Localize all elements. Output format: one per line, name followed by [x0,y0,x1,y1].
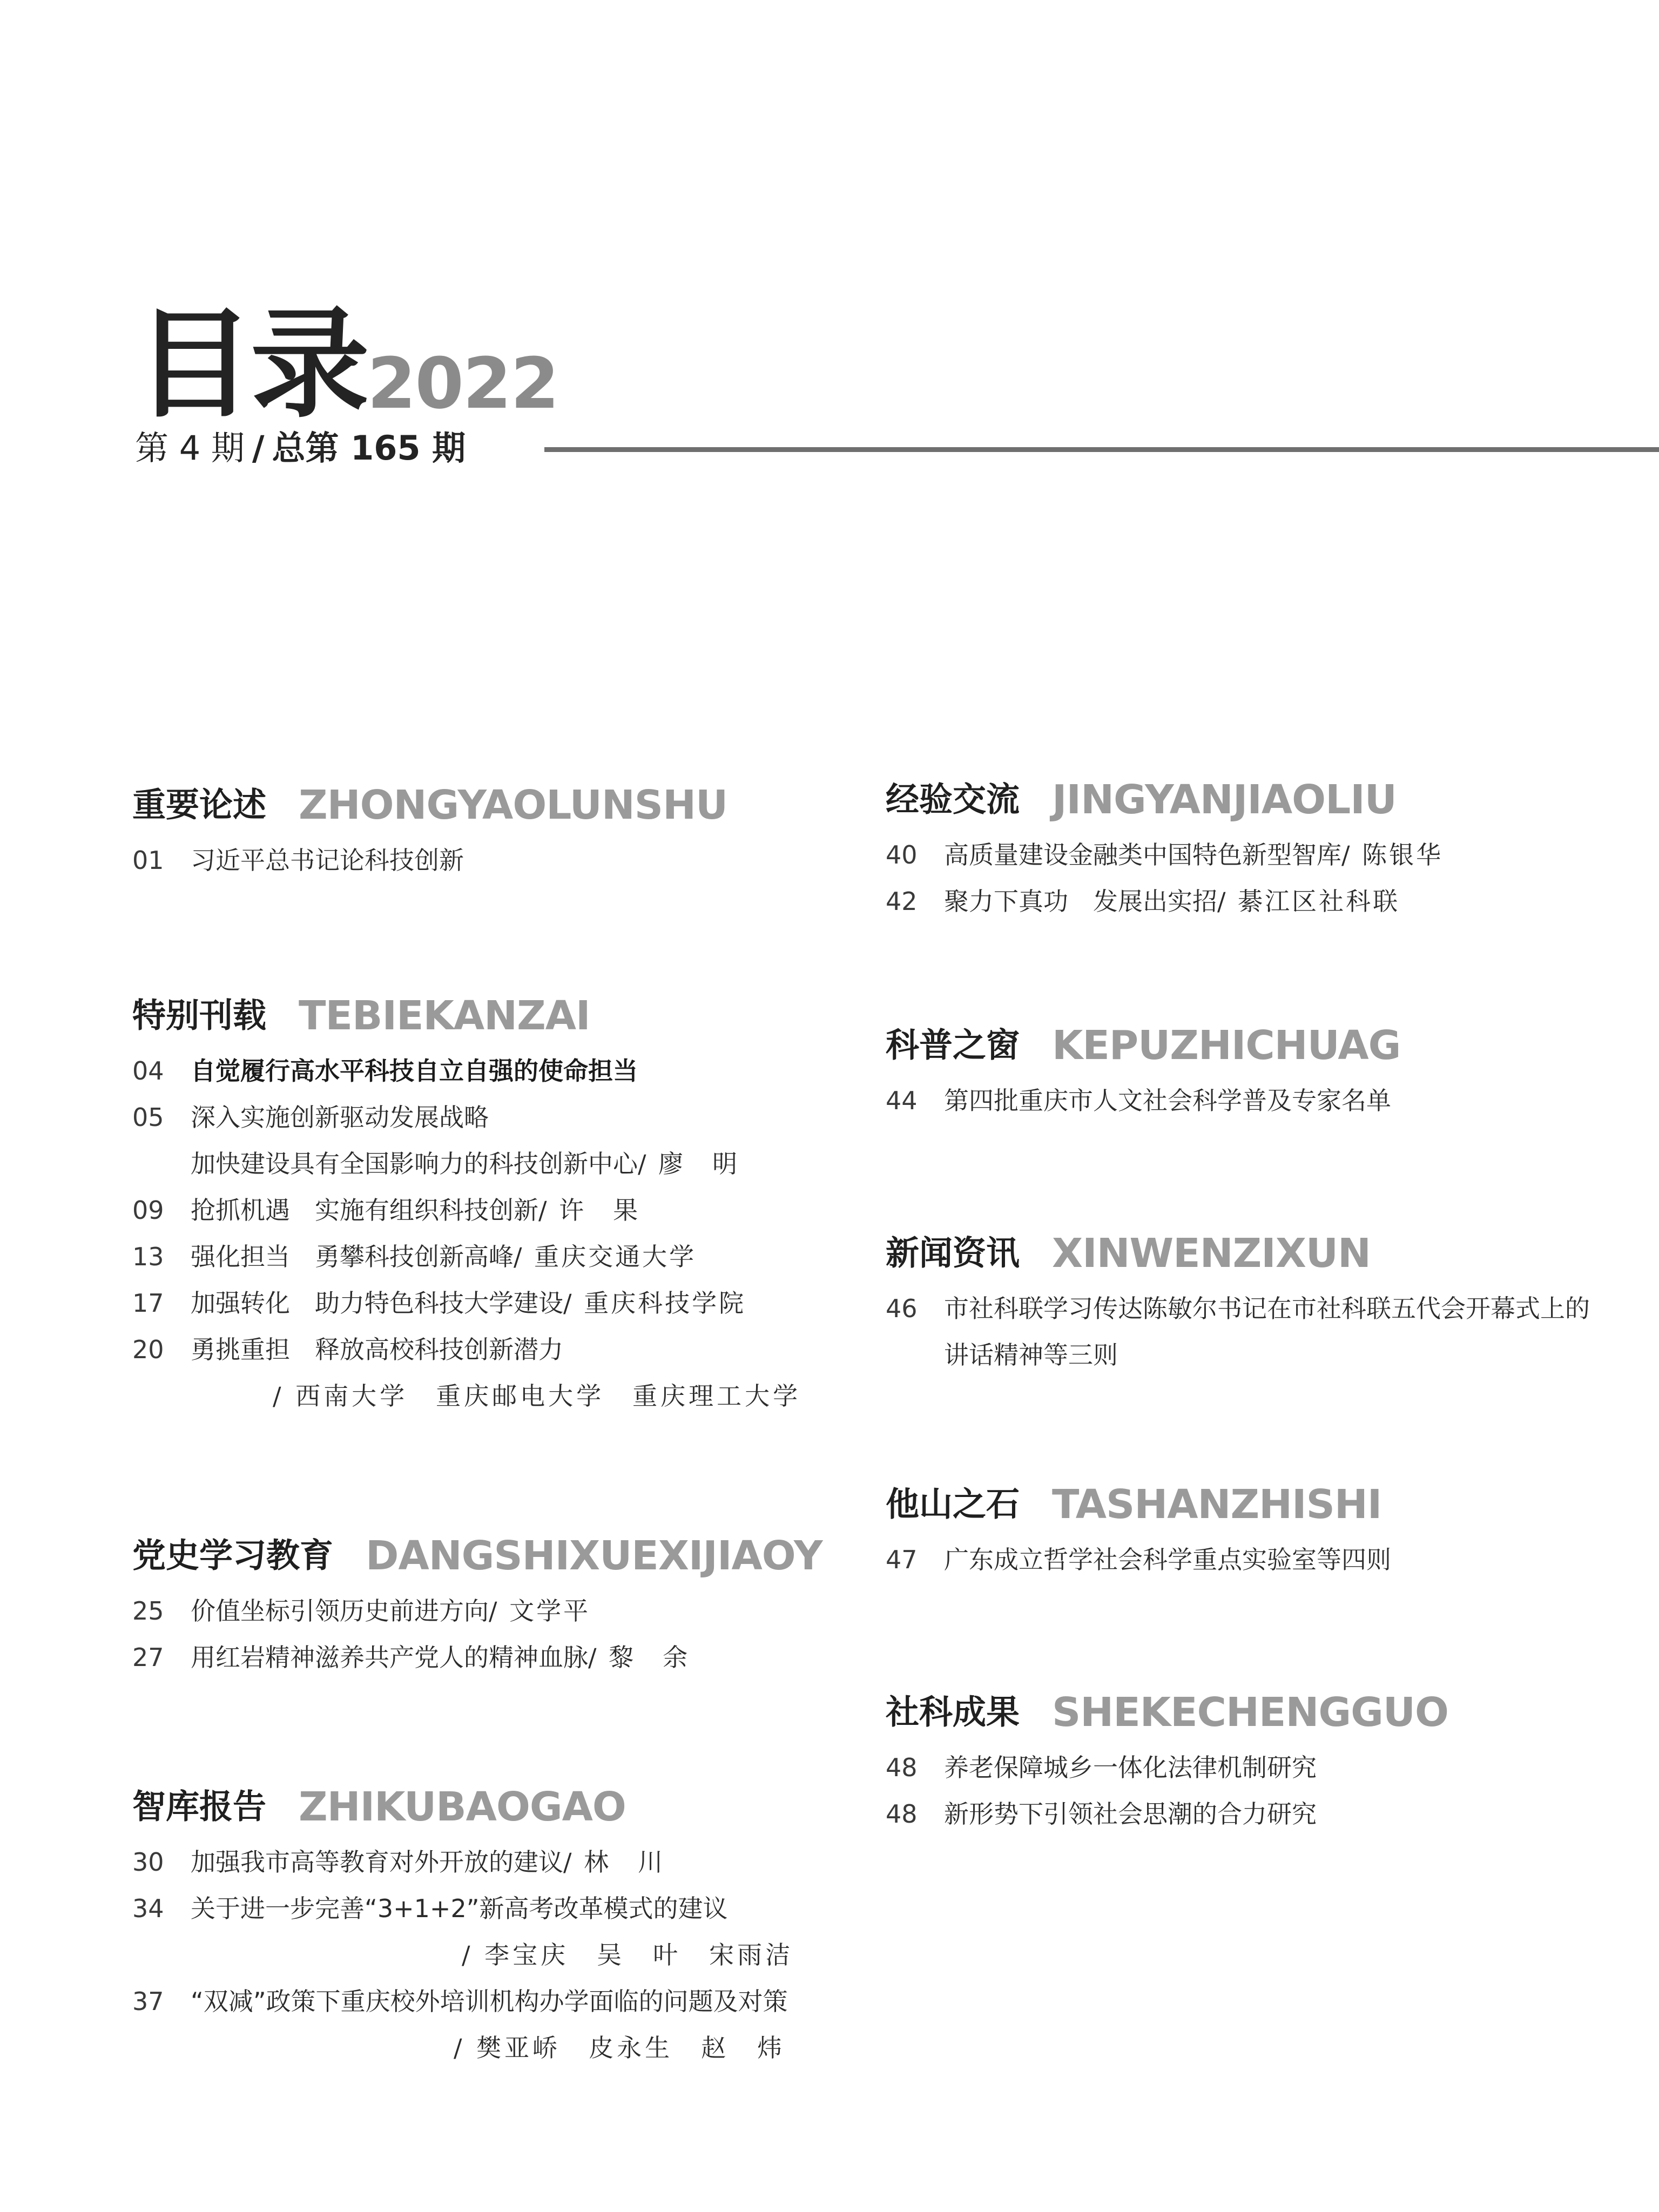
article-title: 加强我市高等教育对外开放的建议 [191,1847,563,1877]
section-title-en: JINGYANJIAOLIU [1052,776,1397,823]
toc-entry[interactable] [132,1048,829,1094]
toc-entry[interactable] [132,1233,829,1280]
section-title-cn: 重要论述 [132,785,267,825]
section-xinwenzixun [886,1226,1642,1378]
page-number: 48 [886,1799,918,1829]
section-heading [132,988,829,1042]
section-title-cn: 经验交流 [886,779,1020,819]
article-author: / 西南大学 重庆邮电大学 重庆理工大学 [273,1381,801,1411]
page-number: 46 [886,1294,918,1323]
page-number: 47 [886,1545,918,1574]
article-title: 讲话精神等三则 [944,1340,1118,1370]
section-zhongyaolunshu [132,778,829,884]
toc-entry[interactable] [132,1187,829,1233]
article-title: 聚力下真功 发展出实招 [944,887,1217,916]
toc-entry[interactable] [132,837,829,884]
section-title-cn: 新闻资讯 [886,1233,1020,1273]
article-author: / 重庆科技学院 [563,1289,746,1318]
section-heading [886,1685,1642,1739]
article-title: 广东成立哲学社会科学重点实验室等四则 [944,1545,1391,1574]
section-heading [886,1226,1642,1280]
section-heading [886,1018,1642,1072]
toc-entry[interactable] [886,1744,1642,1791]
article-title: 养老保障城乡一体化法律机制研究 [944,1753,1317,1782]
toc-entry[interactable] [886,878,1642,925]
toc-year: 2022 [367,342,558,424]
article-title: 市社科联学习传达陈敏尔书记在市社科联五代会开幕式上的 [944,1294,1590,1323]
article-author: / 廖 明 [638,1149,740,1178]
toc-entry[interactable] [132,1280,829,1326]
toc-entry-continuation[interactable] [886,1332,1642,1378]
page-number: 25 [132,1596,164,1626]
article-title: 勇挑重担 释放高校科技创新潜力 [191,1335,563,1364]
toc-entry[interactable] [132,1326,829,1373]
issue-number: 第 4 期 [135,428,245,468]
page-number: 20 [132,1335,164,1364]
article-title: 新形势下引领社会思潮的合力研究 [944,1799,1317,1829]
toc-entry[interactable] [132,1094,829,1141]
page-number: 13 [132,1242,164,1271]
section-zhikubaogao [132,1779,829,2071]
section-title-cn: 党史学习教育 [132,1535,334,1575]
section-title-cn: 科普之窗 [886,1025,1020,1065]
section-title-en: SHEKECHENGGUO [1052,1689,1448,1736]
section-heading [132,1779,829,1833]
section-kepuzhichuang [886,1018,1642,1124]
section-title-cn: 特别刊载 [132,995,267,1035]
article-title: 抢抓机遇 实施有组织科技创新 [191,1196,538,1225]
section-title-en: ZHONGYAOLUNSHU [299,781,728,828]
section-title-en: DANGSHIXUEXIJIAOY [366,1532,822,1579]
entry-list [886,1285,1642,1378]
toc-entry[interactable] [886,1285,1642,1332]
toc-entry-author-line [132,1932,829,1978]
toc-entry[interactable] [886,832,1642,878]
article-title: 价值坐标引领历史前进方向 [191,1596,489,1626]
toc-title: 目录 [135,295,367,434]
article-title: 高质量建设金融类中国特色新型智库 [944,840,1341,869]
section-jingyanjiaoliu [886,772,1642,925]
page-number: 37 [132,1987,164,2016]
section-title-cn: 社科成果 [886,1692,1020,1732]
masthead [135,295,1659,475]
article-author: / 李宝庆 吴 叶 宋雨洁 [462,1940,794,1970]
page-number: 27 [132,1643,164,1672]
article-author: / 綦江区社科联 [1217,887,1400,916]
toc-entry[interactable] [132,1978,829,2025]
toc-entry-author-line [132,2025,829,2071]
page-number: 17 [132,1289,164,1318]
section-title-en: XINWENZIXUN [1052,1230,1371,1277]
article-author: / 陈银华 [1341,840,1444,869]
toc-entry-continuation[interactable] [132,1141,829,1187]
article-title: 关于进一步完善“3+1+2”新高考改革模式的建议 [191,1894,728,1923]
article-title: 自觉履行高水平科技自立自强的使命担当 [191,1056,638,1085]
total-issue-number: 总第 165 期 [272,428,466,468]
article-title: 加强转化 助力特色科技大学建设 [191,1289,563,1318]
article-title: 强化担当 勇攀科技创新高峰 [191,1242,514,1271]
entry-list [886,1077,1642,1124]
page-number: 48 [886,1753,918,1782]
toc-entry[interactable] [132,1588,829,1634]
section-title-cn: 智库报告 [132,1786,267,1826]
page-number: 01 [132,846,164,875]
entry-list [132,1839,829,2071]
page-number: 40 [886,840,918,869]
toc-entry[interactable] [886,1536,1642,1583]
article-author: / 文学平 [489,1596,591,1626]
entry-list [132,837,829,884]
section-heading [886,1477,1642,1531]
issue-slash: / [252,428,265,468]
page-number: 30 [132,1847,164,1877]
article-author: / 重庆交通大学 [514,1242,697,1271]
page-number: 42 [886,887,918,916]
section-tashanzhishi [886,1477,1642,1583]
section-title-en: TASHANZHISHI [1052,1481,1382,1528]
article-title: “双减”政策下重庆校外培训机构办学面临的问题及对策 [191,1987,788,2016]
section-heading [132,1528,829,1582]
section-title-en: KEPUZHICHUAG [1052,1022,1401,1069]
toc-entry[interactable] [132,1634,829,1681]
article-title: 习近平总书记论科技创新 [191,846,464,875]
section-tebiekanzai [132,988,829,1419]
article-author: / 许 果 [538,1196,640,1225]
section-title-en: TEBIEKANZAI [299,992,590,1039]
article-author: / 樊亚峤 皮永生 赵 炜 [454,2033,786,2062]
article-title: 用红岩精神滋养共产党人的精神血脉 [191,1643,588,1672]
toc-entry[interactable] [886,1077,1642,1124]
toc-entry[interactable] [886,1791,1642,1837]
article-author: / 黎 余 [588,1643,690,1672]
entry-list [132,1048,829,1419]
page-number: 04 [132,1056,164,1085]
section-title-en: ZHIKUBAOGAO [299,1783,626,1830]
section-dangshixuexijiaoyu [132,1528,829,1681]
toc-entry-author-line [132,1373,829,1419]
article-title: 第四批重庆市人文社会科学普及专家名单 [944,1086,1391,1115]
page-number: 09 [132,1196,164,1225]
section-title-cn: 他山之石 [886,1484,1020,1524]
entry-list [886,1536,1642,1583]
page-number: 05 [132,1103,164,1132]
entry-list [886,1744,1642,1837]
header-rule [544,447,1659,452]
issue-line [135,427,466,470]
article-title: 加快建设具有全国影响力的科技创新中心 [191,1149,638,1178]
section-heading [132,778,829,832]
toc-entry[interactable] [132,1839,829,1885]
entry-list [886,832,1642,925]
article-author: / 林 川 [563,1847,665,1877]
page-number: 44 [886,1086,918,1115]
toc-entry[interactable] [132,1885,829,1932]
entry-list [132,1588,829,1681]
section-heading [886,772,1642,826]
article-title: 深入实施创新驱动发展战略 [191,1103,489,1132]
section-shekechengguo [886,1685,1642,1837]
page-number: 34 [132,1894,164,1923]
